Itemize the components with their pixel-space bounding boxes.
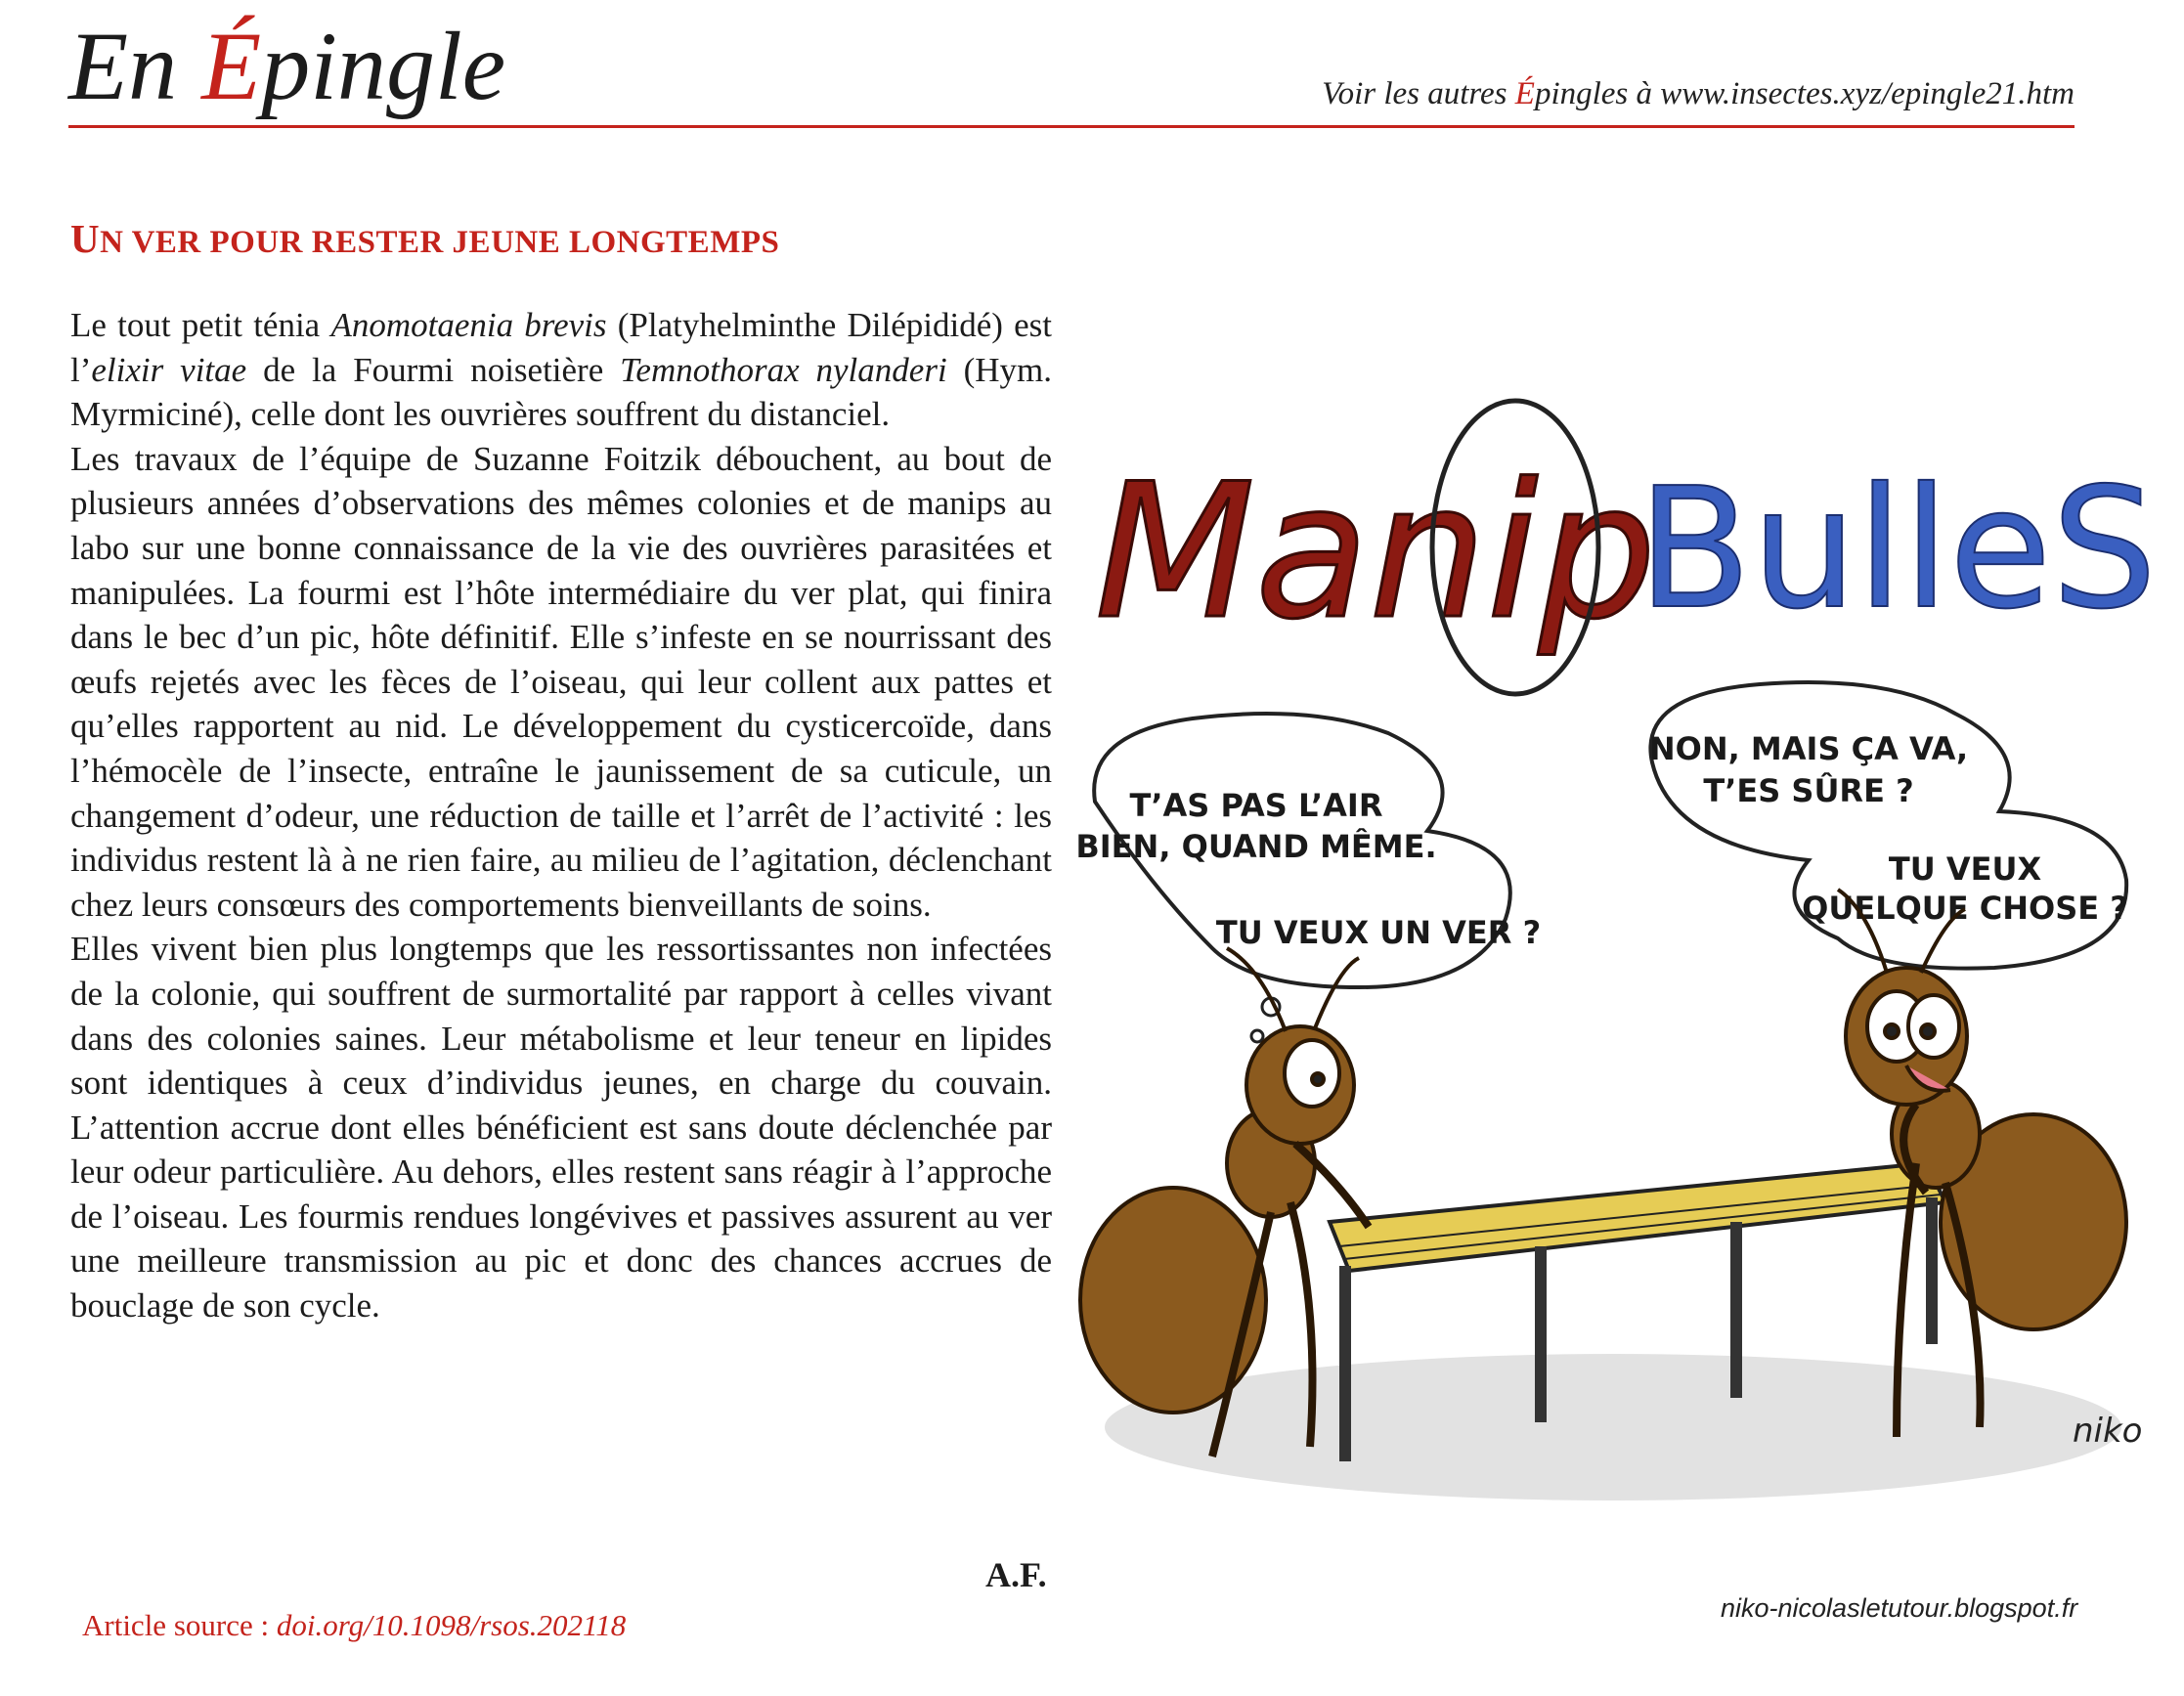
bubble-right-line-4: QUELQUE CHOSE ? — [1802, 890, 2128, 927]
section-title: En Épingle — [68, 12, 506, 120]
cartoon-illustration — [1066, 283, 2161, 1505]
article-title: UN VER POUR RESTER JEUNE LONGTEMPS — [70, 216, 780, 261]
bubble-right-line-2: T’ES SÛRE ? — [1703, 772, 1914, 809]
bubble-right-line-1: NON, MAIS ÇA VA, — [1648, 730, 1969, 767]
source-citation: Article source : doi.org/10.1098/rsos.202118 — [82, 1608, 627, 1642]
paragraph-2: Les travaux de l’équipe de Suzanne Foitzik débouchent, au bout de plusieurs années d’observations des mêmes colonies et de manips au labo sur une bonne connaissance de la vie des ouvrières parasitées et manipulées. La fourmi est l’hôte intermédiaire du ver plat, qui finira dans le bec d’un pic, hôte définitif. Elle s’infeste en se nourrissant des œufs rejetés avec les fèces de l’oiseau, qui leur collent aux pattes et qu’elles rapportent au nid. Le développement du cysticercoïde, dans l’hémocèle de l’insecte, entraîne le jaunissement de sa cuticule, un changement d’odeur, une réduction de taille et l’arrêt de l’activité : les individus restent là à ne rien faire, au milieu de l’agitation, déclenchant chez leurs consœurs des comportements bienveillants de soins. — [70, 439, 1052, 924]
article-body — [70, 303, 1052, 1328]
species-name: Anomotaenia brevis — [330, 306, 607, 344]
speech-bubble-left — [1075, 714, 1541, 1042]
bubble-left-line-1: T’AS PAS L’AIR — [1129, 787, 1383, 824]
paragraph-3: Elles vivent bien plus longtemps que les ressortissantes non infectées de la colonie, qui souffrent de surmortalité par rapport à celles vivant dans des colonies saines. Leur métabolisme et leur teneur en lipides sont identiques à ceux d’individus jeunes, en charge du couvain. L’attention accrue dont elles bénéficient est sans doute déclenchée par leur odeur particulière. Au dehors, elles restent sans réagir à l’approche de l’oiseau. Les fourmis rendues longévives et passives assurent au ver une meilleure transmission au pic et donc des chances accrues de bouclage de son cycle. — [70, 930, 1052, 1326]
bubble-left-line-2: BIEN, QUAND MÊME. — [1075, 828, 1437, 865]
manipbulles-logo — [1095, 401, 2157, 694]
title-accent-letter: É — [201, 12, 262, 120]
ground-shadow — [1105, 1354, 2121, 1500]
header-divider — [68, 125, 2075, 128]
logo-bulles-text: BulleS — [1638, 453, 2158, 646]
paragraph-1: Le tout petit ténia Anomotaenia brevis (Platyhelminthe Dilépididé) est l’elixir vitae de la Fourmi noisetière Temnothorax nylanderi (Hym. Myrmiciné), celle dont les ouvrières souffrent du distanciel. — [70, 306, 1053, 434]
bubble-left-line-3: TU VEUX UN VER ? — [1215, 914, 1542, 951]
cartoon-credit-link[interactable]: niko-nicolasletutour.blogspot.fr — [1721, 1593, 2078, 1623]
logo-manip-text: Manip — [1095, 444, 1657, 660]
species-name: Temnothorax nylanderi — [620, 350, 947, 389]
artist-signature: niko — [2073, 1412, 2143, 1451]
right-ant — [1838, 890, 2126, 1437]
other-epingles-link[interactable]: Voir les autres Épingles à www.insectes.xyz/epingle21.htm — [1322, 76, 2075, 111]
bubble-right-line-3: TU VEUX — [1888, 850, 2042, 888]
author-initials: A.F. — [985, 1555, 1047, 1594]
source-doi-link[interactable]: doi.org/10.1098/rsos.202118 — [276, 1608, 627, 1642]
